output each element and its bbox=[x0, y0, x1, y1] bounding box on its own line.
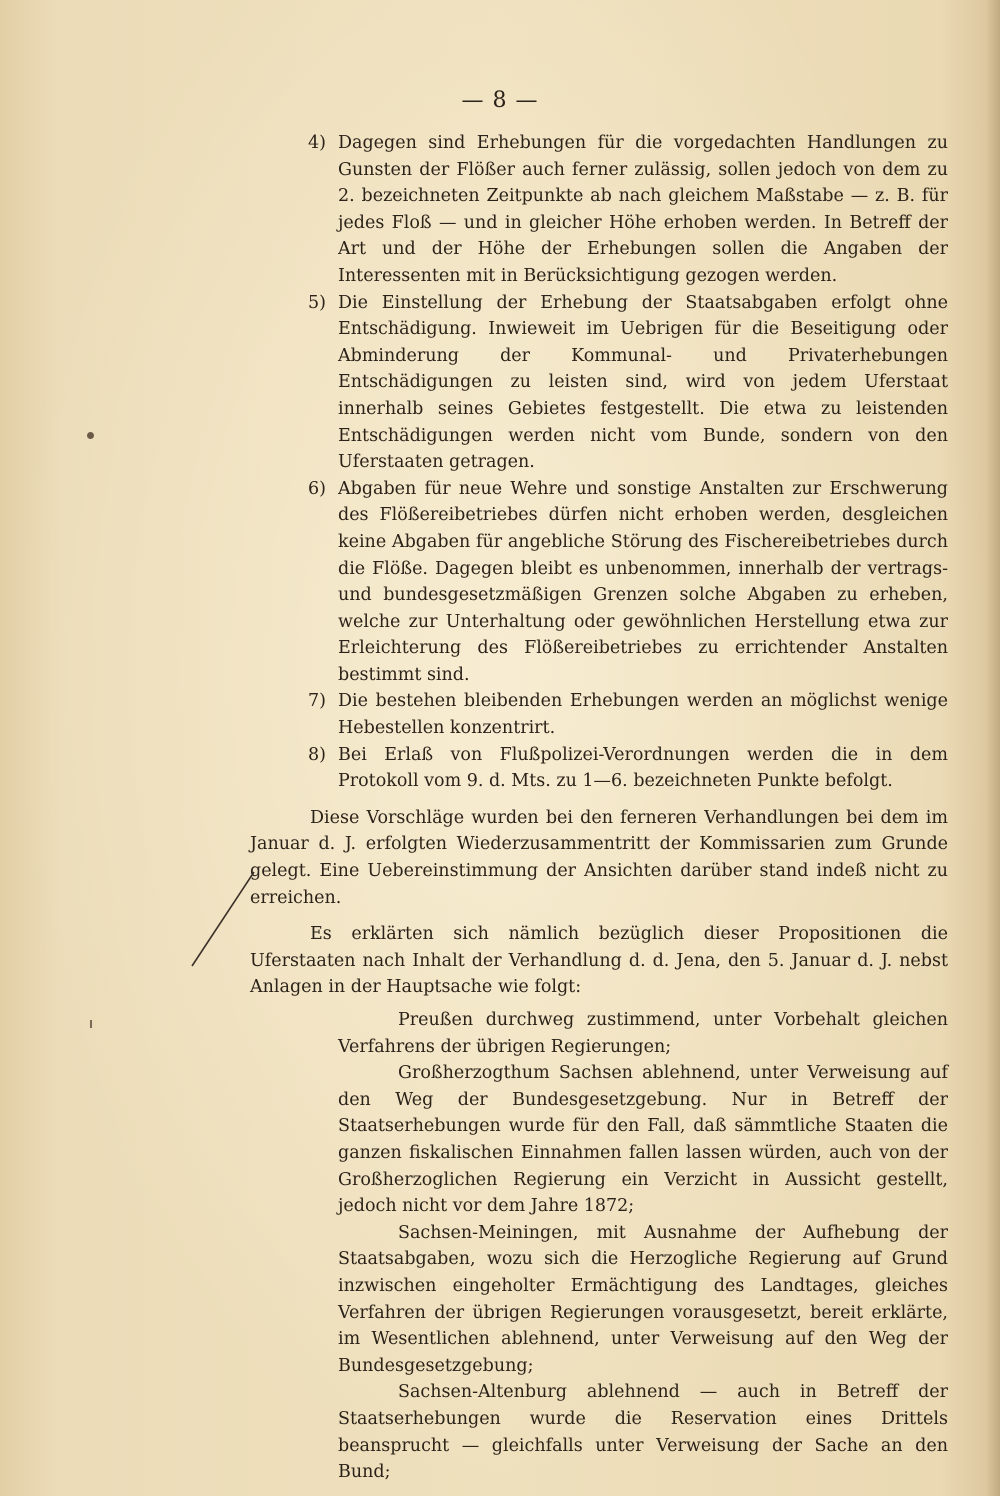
item-text: Die Einstellung der Erhebung der Staatsabgaben erfolgt ohne Entschädigung. Inwieweit im Uebrigen für die Beseitigung oder Abminderung der Kommunal- und Privaterhebungen Entschädigungen zu leisten sind, wird von jedem Uferstaat innerhalb seines Gebietes festgestellt. Die etwa zu leistenden Entschädigungen werden nicht vom Bunde, sondern von den Uferstaaten getragen. bbox=[338, 292, 948, 473]
state-position: Sachsen-Meiningen, mit Ausnahme der Aufhebung der Staatsabgaben, wozu sich die Herzogliche Regierung auf Grund inzwischen eingeholter Ermächtigung des Landtages, gleiches Verfahren der übrigen Regierungen vorausgesetzt, bereit erklärte, im Wesentlichen ablehnend, unter Verweisung auf den Weg der Bundesgesetzgebung; bbox=[338, 1222, 948, 1376]
page-edge-shadow bbox=[986, 0, 1000, 1496]
body-text bbox=[250, 130, 948, 1486]
item-number: 5) bbox=[308, 292, 326, 313]
item-text: Die bestehen bleibenden Erhebungen werden an möglichst wenige Hebestellen konzentrirt. bbox=[338, 691, 948, 739]
list-item bbox=[250, 742, 948, 795]
item-number: 6) bbox=[308, 478, 326, 499]
item-text: Abgaben für neue Wehre und sonstige Anstalten zur Erschwerung des Flößereibetriebes dürfen nicht erhoben werden, desgleichen keine Abgaben für angebliche Störung des Fischereibetriebes durch die Flöße. Dagegen bleibt es unbenommen, innerhalb der vertrags- und bundesgesetzmäßigen Grenzen solche Abgaben zu erheben, welche zur Unterhaltung oder gewöhnlichen Herstellung etwa zur Erleichterung des Flößereibetriebes zu errichtender Anstalten bestimmt sind. bbox=[338, 478, 948, 685]
item-text: Bei Erlaß von Flußpolizei-Verordnungen werden die in dem Protokoll vom 9. d. Mts. zu 1—6. bezeichneten Punkte befolgt. bbox=[338, 744, 948, 792]
item-text: Dagegen sind Erhebungen für die vorgedachten Handlungen zu Gunsten der Flößer auch ferner zulässig, sollen jedoch von dem zu 2. bezeichneten Zeitpunkte ab nach gleichem Maßstabe — z. B. für jedes Floß — und in gleicher Höhe erhoben werden. In Betreff der Art und der Höhe der Erhebungen sollen die Angaben der Interessenten mit in Berücksichtigung gezogen werden. bbox=[338, 133, 948, 286]
page-number: — 8 — bbox=[461, 88, 539, 113]
margin-ink-mark bbox=[90, 1020, 92, 1028]
item-number: 7) bbox=[308, 691, 326, 712]
state-position: Großherzogthum Sachsen ablehnend, unter Verweisung auf den Weg der Bundesgesetzgebung. Nur in Betreff der Staatserhebungen wurde für den Fall, daß sämmtliche Staaten die ganzen fiskalischen Einnahmen fallen lassen würden, auch von der Großherzoglichen Regierung ein Verzicht in Aussicht gestellt, jedoch nicht vor dem Jahre 1872; bbox=[338, 1063, 948, 1217]
item-number: 8) bbox=[308, 744, 326, 765]
item-number: 4) bbox=[308, 133, 326, 153]
list-item bbox=[250, 290, 948, 476]
list-item bbox=[250, 688, 948, 741]
list-item bbox=[250, 476, 948, 689]
paragraph: Diese Vorschläge wurden bei den ferneren Verhandlungen bei dem im Januar d. J. erfolgten Wiederzusammentritt der Kommissarien zum Grunde gelegt. Eine Uebereinstimmung der Ansichten darüber stand indeß nicht zu erreichen. bbox=[250, 807, 948, 908]
margin-pen-stroke bbox=[188, 870, 258, 970]
state-position: Sachsen-Altenburg ablehnend — auch in Betreff der Staatserhebungen wurde die Reservation eines Drittels beansprucht — gleichfalls unter Verweisung der Sache an den Bund; bbox=[338, 1382, 948, 1483]
state-position: Preußen durchweg zustimmend, unter Vorbehalt gleichen Verfahrens der übrigen Regierungen; bbox=[338, 1010, 948, 1057]
list-item bbox=[250, 130, 948, 290]
paragraph: Es erklärten sich nämlich bezüglich dieser Propositionen die Uferstaaten nach Inhalt der Verhandlung d. d. Jena, den 5. Januar d. J. nebst Anlagen in der Hauptsache wie folgt: bbox=[250, 924, 948, 998]
margin-ink-dot bbox=[87, 432, 94, 439]
